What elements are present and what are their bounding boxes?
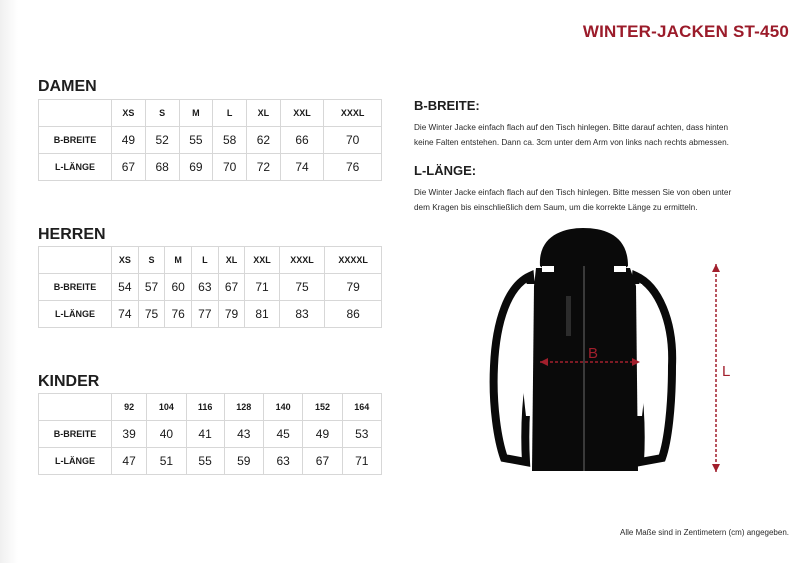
table-cell: 70 — [324, 127, 382, 154]
laenge-line-2: dem Kragen bis einschließlich dem Saum, um die korrekte Länge zu ermitteln. — [414, 203, 698, 212]
section-title-damen: DAMEN — [38, 78, 97, 95]
size-table-kinder — [38, 393, 382, 475]
size-header: XXL — [280, 100, 324, 127]
table-cell: 49 — [112, 127, 146, 154]
breite-line-2: keine Falten entstehen. Dann ca. 3cm unter dem Arm von links nach rechts abmessen. — [414, 138, 729, 147]
table-cell: 63 — [263, 448, 302, 475]
size-header: 164 — [342, 394, 381, 421]
size-header: XL — [247, 100, 281, 127]
empty-header-cell — [39, 394, 112, 421]
table-cell: 63 — [192, 274, 219, 301]
size-header: L — [192, 247, 219, 274]
table-cell: 55 — [179, 127, 213, 154]
table-row-breite — [39, 421, 382, 448]
size-header: S — [138, 247, 165, 274]
jacket-pocket — [566, 296, 571, 336]
table-cell: 75 — [279, 274, 325, 301]
table-cell: 72 — [247, 154, 281, 181]
table-row-laenge — [39, 154, 382, 181]
table-cell: 54 — [112, 274, 139, 301]
size-header: XS — [112, 247, 139, 274]
footer-note: Alle Maße sind in Zentimetern (cm) angegeben. — [620, 528, 789, 537]
table-cell: 60 — [165, 274, 192, 301]
table-cell: 45 — [263, 421, 302, 448]
row-label: L-LÄNGE — [39, 154, 112, 181]
table-cell: 71 — [342, 448, 381, 475]
size-header: 92 — [112, 394, 147, 421]
table-cell: 71 — [245, 274, 279, 301]
table-header-row — [39, 247, 382, 274]
empty-header-cell — [39, 100, 112, 127]
size-header: XL — [218, 247, 245, 274]
table-cell: 66 — [280, 127, 324, 154]
table-header-row — [39, 100, 382, 127]
page-edge-shadow — [0, 0, 18, 563]
table-cell: 75 — [138, 301, 165, 328]
table-cell: 76 — [324, 154, 382, 181]
collar-trim-right — [614, 266, 626, 272]
table-cell: 47 — [112, 448, 147, 475]
size-table-herren — [38, 246, 382, 328]
size-table-damen — [38, 99, 382, 181]
table-cell: 58 — [213, 127, 247, 154]
width-label: B — [588, 345, 599, 362]
size-header: L — [213, 100, 247, 127]
table-cell: 40 — [147, 421, 186, 448]
table-row-laenge — [39, 448, 382, 475]
length-label: L — [722, 363, 731, 380]
table-cell: 67 — [218, 274, 245, 301]
section-title-herren: HERREN — [38, 226, 106, 243]
table-cell: 51 — [147, 448, 186, 475]
length-arrow-bottom — [712, 464, 720, 472]
table-cell: 79 — [218, 301, 245, 328]
table-cell: 79 — [325, 274, 382, 301]
size-header: XXL — [245, 247, 279, 274]
table-cell: 74 — [280, 154, 324, 181]
table-cell: 86 — [325, 301, 382, 328]
length-arrow-top — [712, 264, 720, 272]
size-header: XXXL — [279, 247, 325, 274]
table-row-breite — [39, 274, 382, 301]
table-cell: 81 — [245, 301, 279, 328]
table-cell: 53 — [342, 421, 381, 448]
section-title-kinder: KINDER — [38, 373, 100, 390]
table-cell: 68 — [145, 154, 179, 181]
size-header: 152 — [303, 394, 342, 421]
table-cell: 59 — [224, 448, 263, 475]
size-header: XS — [112, 100, 146, 127]
table-cell: 41 — [186, 421, 224, 448]
table-cell: 83 — [279, 301, 325, 328]
table-cell: 77 — [192, 301, 219, 328]
table-cell: 52 — [145, 127, 179, 154]
size-header: 116 — [186, 394, 224, 421]
size-header: XXXXL — [325, 247, 382, 274]
size-header: XXXL — [324, 100, 382, 127]
table-cell: 74 — [112, 301, 139, 328]
table-cell: 76 — [165, 301, 192, 328]
table-row-breite — [39, 127, 382, 154]
laenge-description — [414, 185, 784, 215]
page-title: WINTER-JACKEN ST-450 — [582, 22, 789, 41]
size-header: 140 — [263, 394, 302, 421]
size-header: 104 — [147, 394, 186, 421]
table-cell: 69 — [179, 154, 213, 181]
breite-heading: B-BREITE: — [414, 98, 480, 113]
row-label: B-BREITE — [39, 274, 112, 301]
laenge-heading: L-LÄNGE: — [414, 163, 477, 178]
empty-header-cell — [39, 247, 112, 274]
table-cell: 67 — [303, 448, 342, 475]
size-header: M — [165, 247, 192, 274]
table-cell: 57 — [138, 274, 165, 301]
row-label: L-LÄNGE — [39, 448, 112, 475]
jacket-illustration — [478, 226, 748, 476]
row-label: L-LÄNGE — [39, 301, 112, 328]
collar-trim-left — [542, 266, 554, 272]
laenge-line-1: Die Winter Jacke einfach flach auf den Tisch hinlegen. Bitte messen Sie von oben unter — [414, 188, 732, 197]
table-row-laenge — [39, 301, 382, 328]
table-cell: 43 — [224, 421, 263, 448]
size-header: M — [179, 100, 213, 127]
table-cell: 49 — [303, 421, 342, 448]
table-cell: 55 — [186, 448, 224, 475]
table-cell: 67 — [112, 154, 146, 181]
breite-line-1: Die Winter Jacke einfach flach auf den Tisch hinlegen. Bitte darauf achten, dass hinten — [414, 123, 729, 132]
table-header-row — [39, 394, 382, 421]
table-cell: 39 — [112, 421, 147, 448]
table-cell: 70 — [213, 154, 247, 181]
row-label: B-BREITE — [39, 421, 112, 448]
table-cell: 62 — [247, 127, 281, 154]
size-header: 128 — [224, 394, 263, 421]
breite-description — [414, 120, 784, 150]
size-header: S — [145, 100, 179, 127]
row-label: B-BREITE — [39, 127, 112, 154]
